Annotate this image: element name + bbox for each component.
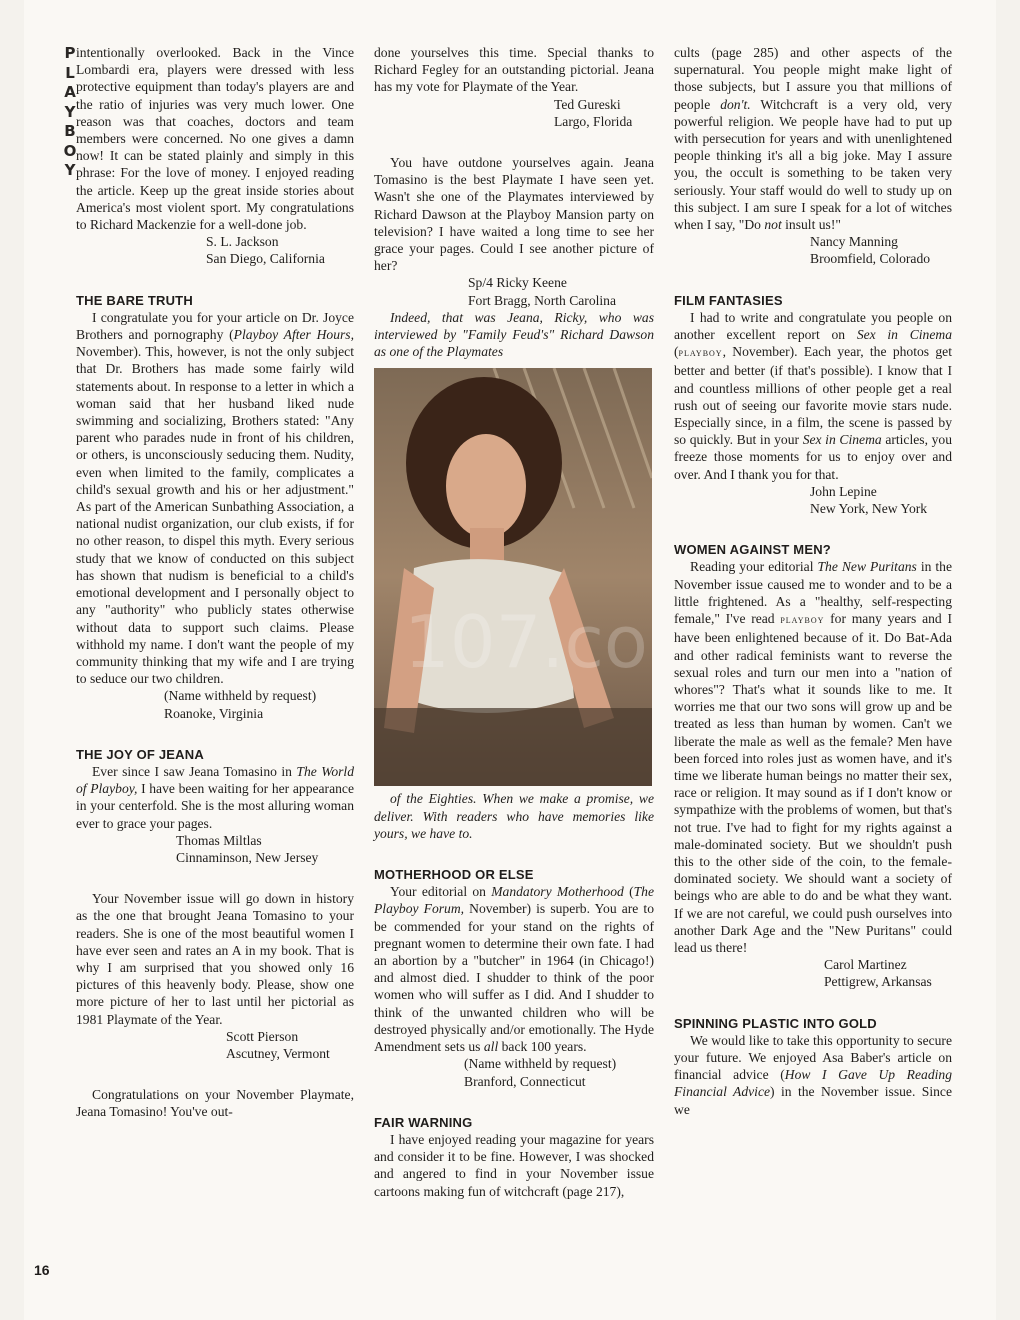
letter-body: Reading your editorial The New Puritans in the November issue caused me to wonder and to be a little frightened. As a "healthy, self-respecting female," I've read playboy for many years and I have been enlightened because of it. Do Bat-Ada and other radical feminists want to reverse the sexual roles and turn our men into a "nation of whores"? That's what it sounds like to me. It worries me that our two sons will grow up and be treated as less than human by women. Can't we liberate the male as well as the female? Men have been forced into roles just as women have, and it's time we liberate human beings no matter their sex, race or religion. It may sound as if I don't know or sympathize with the problems of women, but that's not true. I've had to fight for my rights against a male-dominated society. But we shouldn't push this to the other side of the coin, to the female-dominated society. We should want a society of beings who are able to do and be what they want. If we are not careful, we could push ourselves into another Dark Age and the "New Puritans" could lead us there! xyxy=(674,559,952,955)
letter-body: Your editorial on Mandatory Motherhood (The Playboy Forum, November) is superb. You are to be commended for your stand on the rights of pregnant women to determine their own fate. I had an abortion by a "butcher" in 1964 (in Chicago!) and almost died. I shudder to think of the poor women who will suffer as I did. And I shudder to think of the unwanted children who will be destroyed physically and/or emotionally. The Hyde Amendment sets us all back 100 years. xyxy=(374,884,654,1055)
masthead-letter: L xyxy=(65,63,75,82)
editor-reply: Indeed, that was Jeana, Ricky, who was interviewed by "Family Feud's" Richard Dawson as one of the Playmates xyxy=(374,309,654,360)
letter-signature xyxy=(468,274,654,308)
letter-signature xyxy=(164,687,354,721)
letter-body: I had to write and congratulate you people on another excellent report on Sex in Cinema (playboy, November). Each year, the photos get better and better (if that's possible). I know that I and countless millions of other people get a real rush out of seeing our favorite movie stars nude. Especially since, in a film, the scene is passed by so quickly. But in your Sex in Cinema articles, you freeze those moments for us to enjoy over and over. And I thank you for that. xyxy=(674,309,953,482)
masthead-letter: B xyxy=(64,122,76,140)
column-2 xyxy=(374,44,654,1200)
letter-body: cults (page 285) and other aspects of the supernatural. You people might make light of those subjects, but I assure you that millions of people don't. Witchcraft is a very old, very powerful religion. We people have had to put up with persecution for years and with unenlightened people thinking it's all a big joke. May I assure you, the occult is something to be taken very seriously. Your staff would do well to study up on this subject. I am sure I speak for a lot of witches when I say, "Do not insult us!" xyxy=(674,45,952,233)
signature-location: Ascutney, Vermont xyxy=(226,1045,330,1061)
section-heading: MOTHERHOOD OR ELSE xyxy=(374,867,534,883)
signature-name: John Lepine xyxy=(810,483,877,499)
masthead-letter: O xyxy=(63,141,77,160)
signature-name: Nancy Manning xyxy=(810,234,898,250)
letter-signature xyxy=(226,1028,354,1062)
signature-location: Largo, Florida xyxy=(554,113,633,129)
letter-body: done yourselves this time. Special thanks to Richard Fegley for an outstanding pictorial. Jeana has my vote for Playmate of the Year. xyxy=(374,45,654,95)
letter-signature xyxy=(554,96,654,130)
column-3 xyxy=(674,44,952,1118)
signature-name: (Name withheld by request) xyxy=(164,688,317,704)
letter-body: Your November issue will go down in history as the one that brought Jeana Tomasino to your readers. She is one of the most beautiful women I have ever seen and rates an A in my book. That is why I am surprised that you showed only 16 pictures of this heavenly body. Please, show one more picture of her to last until her pictorial as 1981 Playmate of the Year. xyxy=(76,891,354,1027)
signature-location: Pettigrew, Arkansas xyxy=(824,974,932,990)
signature-location: Roanoke, Virginia xyxy=(164,705,264,721)
signature-location: Fort Bragg, North Carolina xyxy=(468,292,616,308)
signature-location: San Diego, California xyxy=(206,251,325,267)
signature-name: (Name withheld by request) xyxy=(464,1056,617,1072)
signature-location: Cinnaminson, New Jersey xyxy=(176,849,319,865)
signature-name: Scott Pierson xyxy=(226,1028,299,1044)
section-heading: THE BARE TRUTH xyxy=(76,292,193,308)
letter-signature xyxy=(464,1055,654,1089)
letter-signature xyxy=(810,233,952,267)
signature-name: Sp/4 Ricky Keene xyxy=(468,275,567,291)
page-number: 16 xyxy=(34,1262,50,1278)
masthead-letter: P xyxy=(64,44,76,62)
section-heading: FAIR WARNING xyxy=(374,1114,473,1130)
letter-body: I have enjoyed reading your magazine for years and consider it to be fine. However, I was shocked and angered to find in your November issue cartoons making fun of witchcraft (page 217), xyxy=(374,1131,654,1199)
signature-location: Broomfield, Colorado xyxy=(810,251,931,267)
signature-location: Branford, Connecticut xyxy=(464,1073,586,1089)
section-heading: SPINNING PLASTIC INTO GOLD xyxy=(674,1015,877,1031)
signature-name: Carol Martinez xyxy=(824,957,907,973)
magazine-page xyxy=(24,0,996,1320)
signature-location: New York, New York xyxy=(810,501,928,517)
letter-signature xyxy=(176,832,354,866)
letter-body: Congratulations on your November Playmate, Jeana Tomasino! You've out- xyxy=(76,1087,354,1120)
watermark-text: 107.co xyxy=(404,600,648,684)
column-1 xyxy=(76,44,354,1121)
letter-signature xyxy=(810,483,952,517)
signature-name: Thomas Miltlas xyxy=(176,832,262,848)
letter-body: intentionally overlooked. Back in the Vince Lombardi era, players were dressed with less protective equipment than today's players are and the ratio of injuries was very much lower. One reason was that coaches, doctors and team members were concerned. No one gives a damn now! It can be stated plainly and simply in this phrase: For the love of money. I enjoyed reading the article. Keep up the great inside stories about America's most violent sport. My congratulations to Richard Mackenzie for a well-done job. xyxy=(76,45,354,233)
letter-body: We would like to take this opportunity to secure your future. We enjoyed Asa Baber's article on financial advice (How I Gave Up Reading Financial Advice) in the November issue. Since we xyxy=(674,1032,952,1117)
masthead-letter: Y xyxy=(64,161,76,179)
section-heading: FILM FANTASIES xyxy=(674,292,783,308)
section-heading: WOMEN AGAINST MEN? xyxy=(674,542,831,558)
letter-signature xyxy=(824,956,952,990)
playmate-photo xyxy=(374,368,652,786)
letter-signature xyxy=(206,233,354,267)
signature-name: S. L. Jackson xyxy=(206,234,279,250)
signature-name: Ted Gureski xyxy=(554,96,621,112)
masthead-letter: Y xyxy=(64,102,76,121)
photo-illustration xyxy=(374,368,652,786)
masthead-letter: A xyxy=(64,83,76,101)
letter-body: You have outdone yourselves again. Jeana Tomasino is the best Playmate I have seen yet. Wasn't she one of the Playmates interviewed by Richard Dawson at the Playboy Mansion party on television? I have waited a long time to see her grace your pages. Could I see another picture of her? xyxy=(374,155,654,274)
photo-caption: of the Eighties. When we make a promise, we deliver. With readers who have memories like yours, we have to. xyxy=(374,791,654,841)
section-heading: THE JOY OF JEANA xyxy=(76,746,204,762)
letter-body: Ever since I saw Jeana Tomasino in The World of Playboy, I have been waiting for her appearance in your centerfold. She is the most alluring woman ever to grace your pages. xyxy=(76,763,355,831)
letter-body: I congratulate you for your article on Dr. Joyce Brothers and pornography (Playboy After Hours, November). This, however, is not the only subject that Dr. Brothers has made some fairly wild statements about. In response to a letter in which a woman said that her husband liked nude swimming and socializing, Brothers stated: "Any parent who parades nude in front of his children, or others, is unconsciously seducing them. Nudity, even when limited to the family, complicates a child's sexual growth and his or her adjustment." As part of the American Sunbathing Association, a national nudist organization, our club exists, if for no other reason, to dispel this myth. Every serious study that we know of conducted on this subject has shown that nudism is beneficial to a child's emotional development and I personally object to any "authority" who publicly states otherwise without data to support such claims. Please withhold my name. I don't want the people of my community thinking that my wife and I are trying to seduce our two children. xyxy=(76,309,354,687)
